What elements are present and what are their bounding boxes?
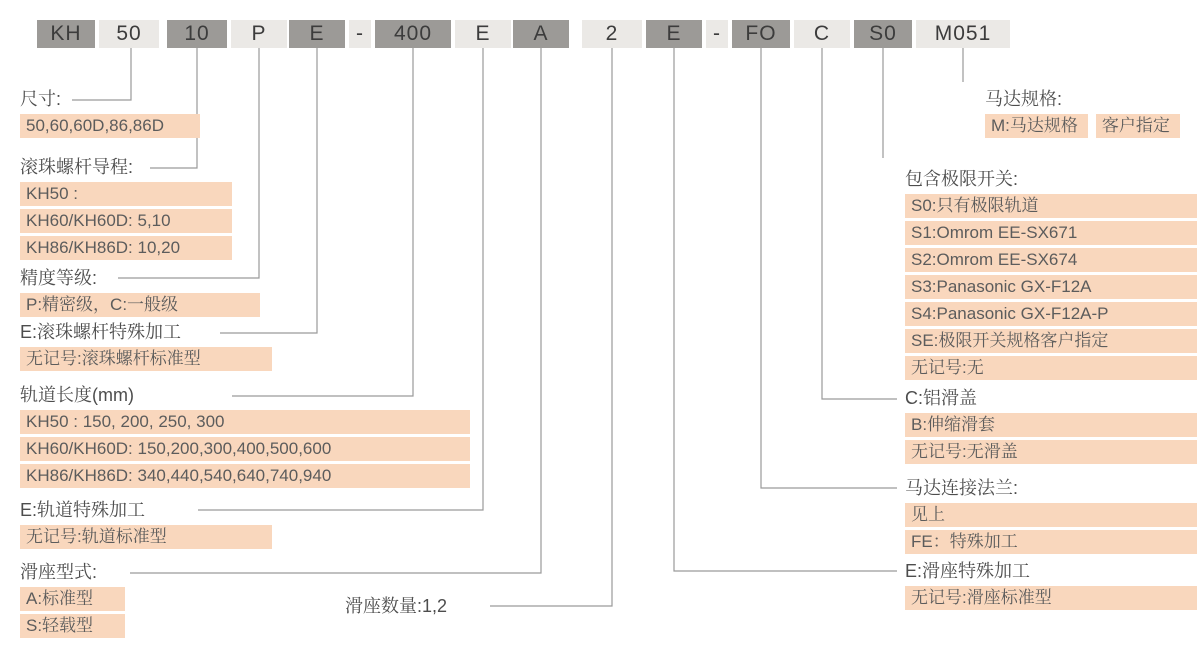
callout-option: KH60/KH60D: 150,200,300,400,500,600 (20, 437, 470, 461)
callout-option: 无记号:滑座标准型 (905, 586, 1197, 610)
callout-screw-lead (20, 156, 232, 260)
segment-screw-lead: 10 (167, 20, 227, 48)
callout-option: 无记号:轨道标准型 (20, 525, 272, 549)
segment-limit-switch: S0 (854, 20, 912, 48)
callout-option: A:标准型 (20, 587, 125, 611)
callout-option: KH50 : (20, 182, 232, 206)
callout-option: SE:极限开关规格客户指定 (905, 329, 1197, 353)
callout-title: 马达连接法兰: (905, 478, 1019, 498)
callout-option: B:伸缩滑套 (905, 413, 1197, 437)
callout-option: 无记号:无滑盖 (905, 440, 1197, 464)
callout-title: 滑座数量:1,2 (345, 596, 448, 616)
callout-option: 无记号:滚珠螺杆标准型 (20, 347, 272, 371)
callout-rail-length (20, 384, 470, 488)
callout-slider-special (905, 560, 1197, 610)
callout-option: S0:只有极限轨道 (905, 194, 1197, 218)
callout-option: KH60/KH60D: 5,10 (20, 209, 232, 233)
callout-title: 尺寸: (20, 89, 62, 109)
callout-precision (20, 267, 260, 317)
callout-cover (905, 387, 1197, 464)
segment-precision: P (231, 20, 287, 48)
segment-rail-length: 400 (375, 20, 451, 48)
segment-motor: M051 (916, 20, 1010, 48)
callout-option: 见上 (905, 503, 1197, 527)
callout-option: 客户指定 (1096, 114, 1180, 138)
callout-title: 精度等级: (20, 268, 98, 288)
callout-size (20, 88, 200, 138)
callout-option: KH50 : 150, 200, 250, 300 (20, 410, 470, 434)
segment-rail-special: E (455, 20, 511, 48)
callout-slider-type (20, 561, 125, 638)
callout-option: FE：特殊加工 (905, 530, 1197, 554)
callout-title: 包含极限开关: (905, 169, 1019, 189)
callout-title: E:滑座特殊加工 (905, 561, 1031, 581)
connector-slider-special (674, 48, 897, 571)
callout-limit-switch (905, 168, 1197, 380)
segment-dash-2: - (706, 20, 728, 48)
callout-option: 50,60,60D,86,86D (20, 114, 200, 138)
segment-cover: C (794, 20, 850, 48)
segment-screw-special: E (289, 20, 345, 48)
callout-title: 滚珠螺杆导程: (20, 157, 134, 177)
callout-screw-special (20, 321, 272, 371)
callout-title: E:轨道特殊加工 (20, 500, 146, 520)
segment-slider-type: A (513, 20, 569, 48)
segment-flange: FO (732, 20, 790, 48)
callout-option: S3:Panasonic GX-F12A (905, 275, 1197, 299)
segment-size: 50 (99, 20, 159, 48)
callout-title: 滑座型式: (20, 562, 98, 582)
callout-option: S4:Panasonic GX-F12A-P (905, 302, 1197, 326)
segment-slider-qty: 2 (582, 20, 642, 48)
callout-option: KH86/KH86D: 10,20 (20, 236, 232, 260)
callout-title: E:滚珠螺杆特殊加工 (20, 322, 182, 342)
callout-title: C:铝滑盖 (905, 388, 977, 408)
connector-flange (761, 48, 897, 488)
segment-dash-1: - (349, 20, 371, 48)
callout-title: 马达规格: (985, 89, 1063, 109)
callout-option: S1:Omrom EE-SX671 (905, 221, 1197, 245)
callout-rail-special (20, 499, 272, 549)
callout-title: 轨道长度(mm) (20, 385, 134, 405)
segment-series: KH (37, 20, 95, 48)
callout-option: P:精密级，C:一般级 (20, 293, 260, 317)
callout-option: KH86/KH86D: 340,440,540,640,740,940 (20, 464, 470, 488)
connector-slider-qty (490, 48, 612, 606)
connector-cover (822, 48, 897, 399)
callout-flange (905, 477, 1197, 554)
callout-motor-spec (985, 88, 1188, 138)
callout-option: S2:Omrom EE-SX674 (905, 248, 1197, 272)
callout-option: S:轻载型 (20, 614, 125, 638)
callout-option: M:马达规格 (985, 114, 1088, 138)
segment-slider-special: E (646, 20, 702, 48)
callout-option: 无记号:无 (905, 356, 1197, 380)
callout-slider-qty (345, 595, 447, 617)
